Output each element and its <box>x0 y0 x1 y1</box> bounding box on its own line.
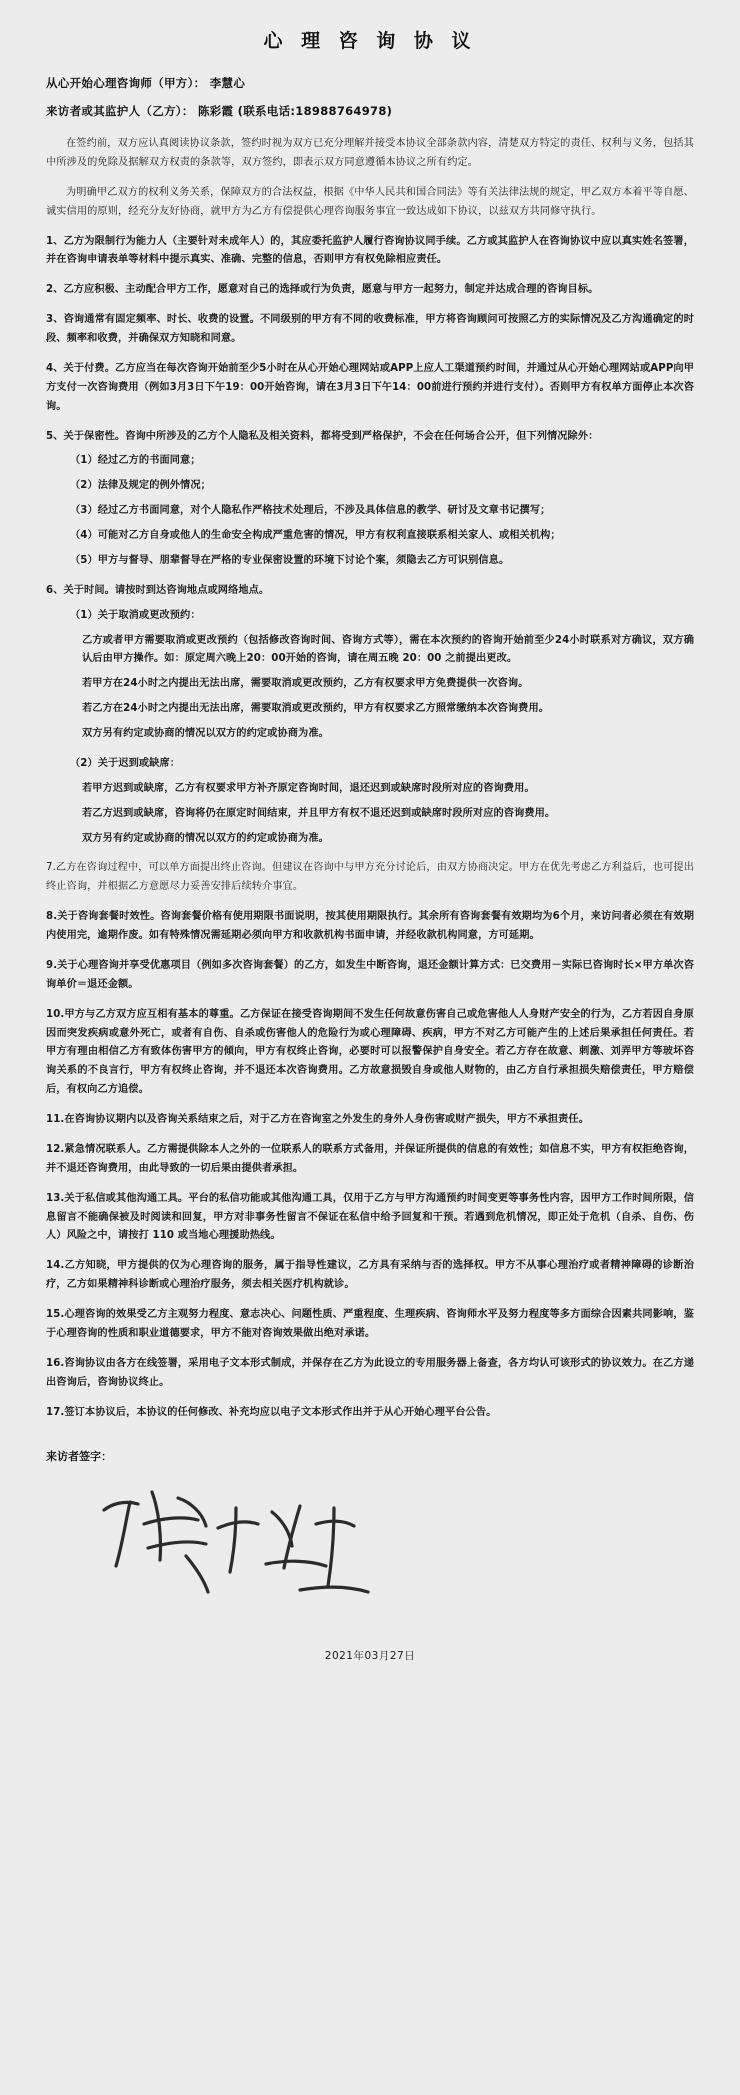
clause-13: 13.关于私信或其他沟通工具。平台的私信功能或其他沟通工具，仅用于乙方与甲方沟通预约时间变更等事务性内容，因甲方工作时间所限，信息留言不能确保被及时阅读和回复，甲方对非事务性留言不保证在私信中给予回复和干预。若遇到危机情况，即正处于危机（自杀、自伤、伤人）风险之中，请按打 110 或当地心理援助热线。 <box>46 1192 694 1242</box>
preamble-paragraph-1: 在签约前，双方应认真阅读协议条款，签约时视为双方已充分理解并接受本协议全部条款内容，清楚双方特定的责任、权利与义务，包括其中所涉及的免除及据解双方权责的条款等，双方签约，即表示双方同意遵循本协议之所有约定。 <box>46 138 694 168</box>
clause-7: 7.乙方在咨询过程中，可以单方面提出终止咨询。但建议在咨询中与甲方充分讨论后，由双方协商决定。甲方在优先考虑乙方利益后，也可提出终止咨询，并根据乙方意愿尽力妥善安排后续转介事宜。 <box>46 862 694 893</box>
clause-14: 14.乙方知晓，甲方提供的仅为心理咨询的服务，属于指导性建议，乙方具有采纳与否的选择权。甲方不从事心理治疗或者精神障碍的诊断治疗，乙方如果精神科诊断或心理治疗服务，须去相关医疗机构就诊。 <box>46 1260 694 1291</box>
party-client: 来访者或其监护人（乙方）： 陈彩霞 (联系电话:18988764978) <box>46 104 393 118</box>
preamble-paragraph-2: 为明确甲乙双方的权利义务关系，保障双方的合法权益，根据《中华人民共和国合同法》等有关法律法规的规定，甲乙双方本着平等自愿、诚实信用的原则，经充分友好协商，就甲方为乙方有偿提供心理咨询服务事宜一致达成如下协议，以兹双方共同修守执行。 <box>46 186 694 217</box>
clause-6-sub-1-item-1: 乙方或者甲方需要取消或更改预约（包括修改咨询时间、咨询方式等），需在本次预约的咨询开始前至少24小时联系对方确议，双方确认后由甲方操作。如：原定周六晚上20：00开始的咨询，请在周五晚 20：00 之前提出更改。 <box>82 634 694 665</box>
bottom-spacer <box>46 1663 694 1693</box>
clause-9: 9.关于心理咨询并享受优惠项目（例如多次咨询套餐）的乙方，如发生中断咨询，退还金额计算方式：已交费用－实际已咨询时长×甲方单次咨询单价＝退还金额。 <box>46 959 694 990</box>
clause-6-sub-1-item-3: 若乙方在24小时之内提出无法出席，需要取消或更改预约，甲方有权要求乙方照常缴纳本次咨询费用。 <box>82 703 550 715</box>
clause-15: 15.心理咨询的效果受乙方主观努力程度、意志决心、问题性质、严重程度、生理疾病、咨询师水平及努力程度等多方面综合因素共同影响，鉴于心理咨询的性质和职业道德要求，甲方不能对咨询效果做出绝对承诺。 <box>46 1309 694 1339</box>
clause-12: 12.紧急情况联系人。乙方需提供除本人之外的一位联系人的联系方式备用，并保证所提供的信息的有效性；如信息不实，甲方有权拒绝咨询，并不退还咨询费用，由此导致的一切后果由提供者承担。 <box>46 1143 694 1174</box>
clause-6-sub-1-item-4: 双方另有约定或协商的情况以双方的约定或协商为准。 <box>82 728 329 739</box>
clause-6-sub-1-item-2: 若甲方在24小时之内提出无法出席，需要取消或更改预约，乙方有权要求甲方免费提供一次咨询。 <box>82 678 529 690</box>
clause-5-item-2: （2）法律及规定的例外情况； <box>70 480 211 492</box>
clause-6-sub-2: （2）关于迟到或缺席： <box>70 757 181 769</box>
signature-image <box>86 1468 694 1618</box>
clause-6-sub-2-item-3: 双方另有约定或协商的情况以双方的约定或协商为准。 <box>82 832 329 844</box>
clause-6: 6、关于时间。请按时到达咨询地点或网络地点。 <box>46 584 270 596</box>
clause-4: 4、关于付费。乙方应当在每次咨询开始前至少5小时在从心开始心理网站或APP上应人工渠道预约时间，并通过从心开始心理网站或APP向甲方支付一次咨询费用（例如3月3日下午19：00开始咨询，请在3月3日下午14：00前进行预约并进行支付）。否则甲方有权单方面停止本次咨询。 <box>46 362 694 412</box>
clause-6-sub-2-item-1: 若甲方迟到或缺席，乙方有权要求甲方补齐原定咨询时间，退还迟到或缺席时段所对应的咨询费用。 <box>82 782 535 794</box>
page-title: 心 理 咨 询 协 议 <box>263 30 477 52</box>
clause-5-item-4: （4）可能对乙方自身或他人的生命安全构成严重危害的情况，甲方有权利直接联系相关家人、或相关机构； <box>70 530 561 541</box>
signature-label: 来访者签字： <box>46 1450 112 1464</box>
clause-10: 10.甲方与乙方双方应互相有基本的尊重。乙方保证在接受咨询期间不发生任何故意伤害自己或危害他人人身财产安全的行为，乙方若因自身原因而突发疾病或意外死亡，或者有自伤、自杀或伤害他人的危险行为或心理障碍、疾病，甲方不对乙方可能产生的上述后果承担任何责任。若甲方有理由相信乙方有致体伤害甲方的倾向，甲方有权终止咨询，必要时可以报警保护自身安全。若乙方存在故意、刺激、刘弄甲方等玻坏咨询关系的不良言行，甲方有权终止咨询，并不退还本次咨询费用。乙方故意损毁自身或他人财物的，由乙方自行承担损失赔偿责任，甲方赔偿后，有权向乙方追偿。 <box>46 1008 694 1096</box>
clause-11: 11.在咨询协议期内以及咨询关系结束之后，对于乙方在咨询室之外发生的身外人身伤害或财产损失，甲方不承担责任。 <box>46 1114 590 1125</box>
clause-8: 8.关于咨询套餐时效性。咨询套餐价格有使用期限书面说明，按其使用期限执行。其余所有咨询套餐有效期均为6个月，来访问者必须在有效期内使用完，逾期作废。如有特殊情况需延期必须向甲方和收款机构书面申请，并经收款机构同意，方可延期。 <box>46 911 694 941</box>
clause-6-sub-2-item-2: 若乙方迟到或缺席，咨询将仍在原定时间结束，并且甲方有权不退还迟到或缺席时段所对应的咨询费用。 <box>82 807 556 819</box>
clause-17: 17.签订本协议后，本协议的任何修改、补充均应以电子文本形式作出并于从心开始心理平台公告。 <box>46 1406 497 1418</box>
clause-16: 16.咨询协议由各方在线签署，采用电子文本形式制成，并保存在乙方为此设立的专用服务器上备查，各方均认可该形式的协议效力。在乙方递出咨询后，咨询协议终止。 <box>46 1357 694 1388</box>
clause-2: 2、乙方应积极、主动配合甲方工作，愿意对自己的选择或行为负责，愿意与甲方一起努力，制定并达成合理的咨询目标。 <box>46 284 599 296</box>
clause-5: 5、关于保密性。咨询中所涉及的乙方个人隐私及相关资料，都将受到严格保护，不会在任何场合公开，但下列情况除外： <box>46 430 599 442</box>
party-counselor: 从心开始心理咨询师（甲方）： 李慧心 <box>46 76 246 90</box>
clause-6-sub-1: （1）关于取消或更改预约： <box>70 609 201 621</box>
clause-5-item-5: （5）甲方与督导、朋辈督导在严格的专业保密设置的环境下讨论个案，须隐去乙方可识别信息。 <box>70 554 510 566</box>
clause-1: 1、乙方为限制行为能力人（主要针对未成年人）的，其应委托监护人履行咨询协议同手续。乙方或其监护人在咨询协议中应以真实姓名签署，并在咨询申请表单等材料中提示真实、准确、完整的信息，否则甲方有权免除相应责任。 <box>46 235 694 266</box>
signature-date: 2021年03月27日 <box>324 1650 416 1663</box>
clause-3: 3、咨询通常有固定频率、时长、收费的设置。不同级别的甲方有不同的收费标准，甲方将咨询顾问可按照乙方的实际情况及乙方沟通确定的时段、频率和收费，并确保双方知晓和同意。 <box>46 314 694 344</box>
clause-5-item-1: （1）经过乙方的书面同意； <box>70 455 201 467</box>
clause-5-item-3: （3）经过乙方书面同意，对个人隐私作严格技术处理后，不涉及具体信息的教学、研讨及文章书记撰写； <box>70 505 551 517</box>
